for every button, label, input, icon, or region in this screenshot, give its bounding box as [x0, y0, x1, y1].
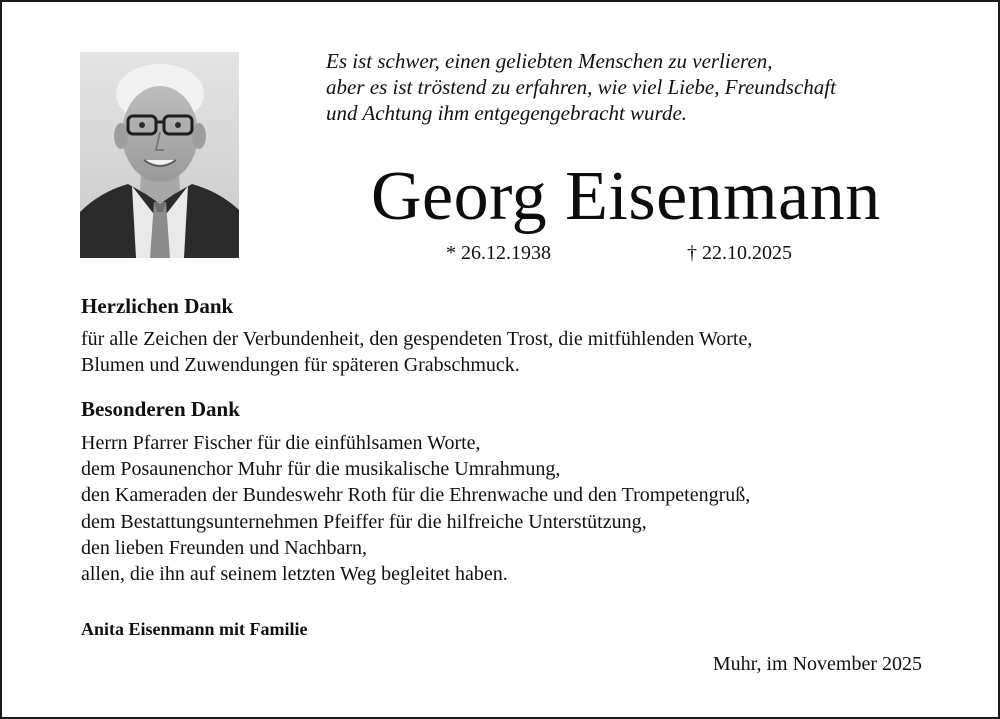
quote-line: Es ist schwer, einen geliebten Menschen zu verlieren, — [326, 49, 773, 73]
section-heading-besonderen-dank: Besonderen Dank — [81, 397, 240, 421]
portrait-image — [80, 52, 239, 258]
text-line: dem Bestattungsunternehmen Pfeiffer für die hilfreiche Unterstützung, — [81, 510, 647, 533]
death-date: † 22.10.2025 — [687, 242, 792, 264]
deceased-name: Georg Eisenmann — [371, 158, 881, 235]
text-line: Blumen und Zuwendungen für späteren Grabschmuck. — [81, 354, 520, 377]
section-text-herzlichen-dank — [81, 326, 752, 378]
quote-line: aber es ist tröstend zu erfahren, wie viel Liebe, Freundschaft — [326, 75, 836, 99]
portrait-photo — [80, 52, 239, 258]
text-line: den lieben Freunden und Nachbarn, — [81, 536, 368, 559]
quote-line: und Achtung ihm entgegengebracht wurde. — [326, 101, 688, 125]
text-line: allen, die ihn auf seinem letzten Weg begleitet haben. — [81, 563, 508, 586]
text-line: den Kameraden der Bundeswehr Roth für die Ehrenwache und den Trompetengruß, — [81, 484, 751, 507]
memorial-quote — [326, 48, 926, 126]
place-and-date: Muhr, im November 2025 — [712, 653, 922, 675]
birth-date: * 26.12.1938 — [446, 242, 551, 264]
section-heading-herzlichen-dank: Herzlichen Dank — [81, 294, 234, 318]
text-line: Herrn Pfarrer Fischer für die einfühlsamen Worte, — [81, 432, 481, 454]
text-line: dem Posaunenchor Muhr für die musikalische Umrahmung, — [81, 458, 561, 481]
section-text-besonderen-dank — [81, 430, 750, 587]
text-line: für alle Zeichen der Verbundenheit, den gespendeten Trost, die mitfühlenden Worte, — [81, 328, 753, 350]
family-signature: Anita Eisenmann mit Familie — [81, 619, 308, 639]
